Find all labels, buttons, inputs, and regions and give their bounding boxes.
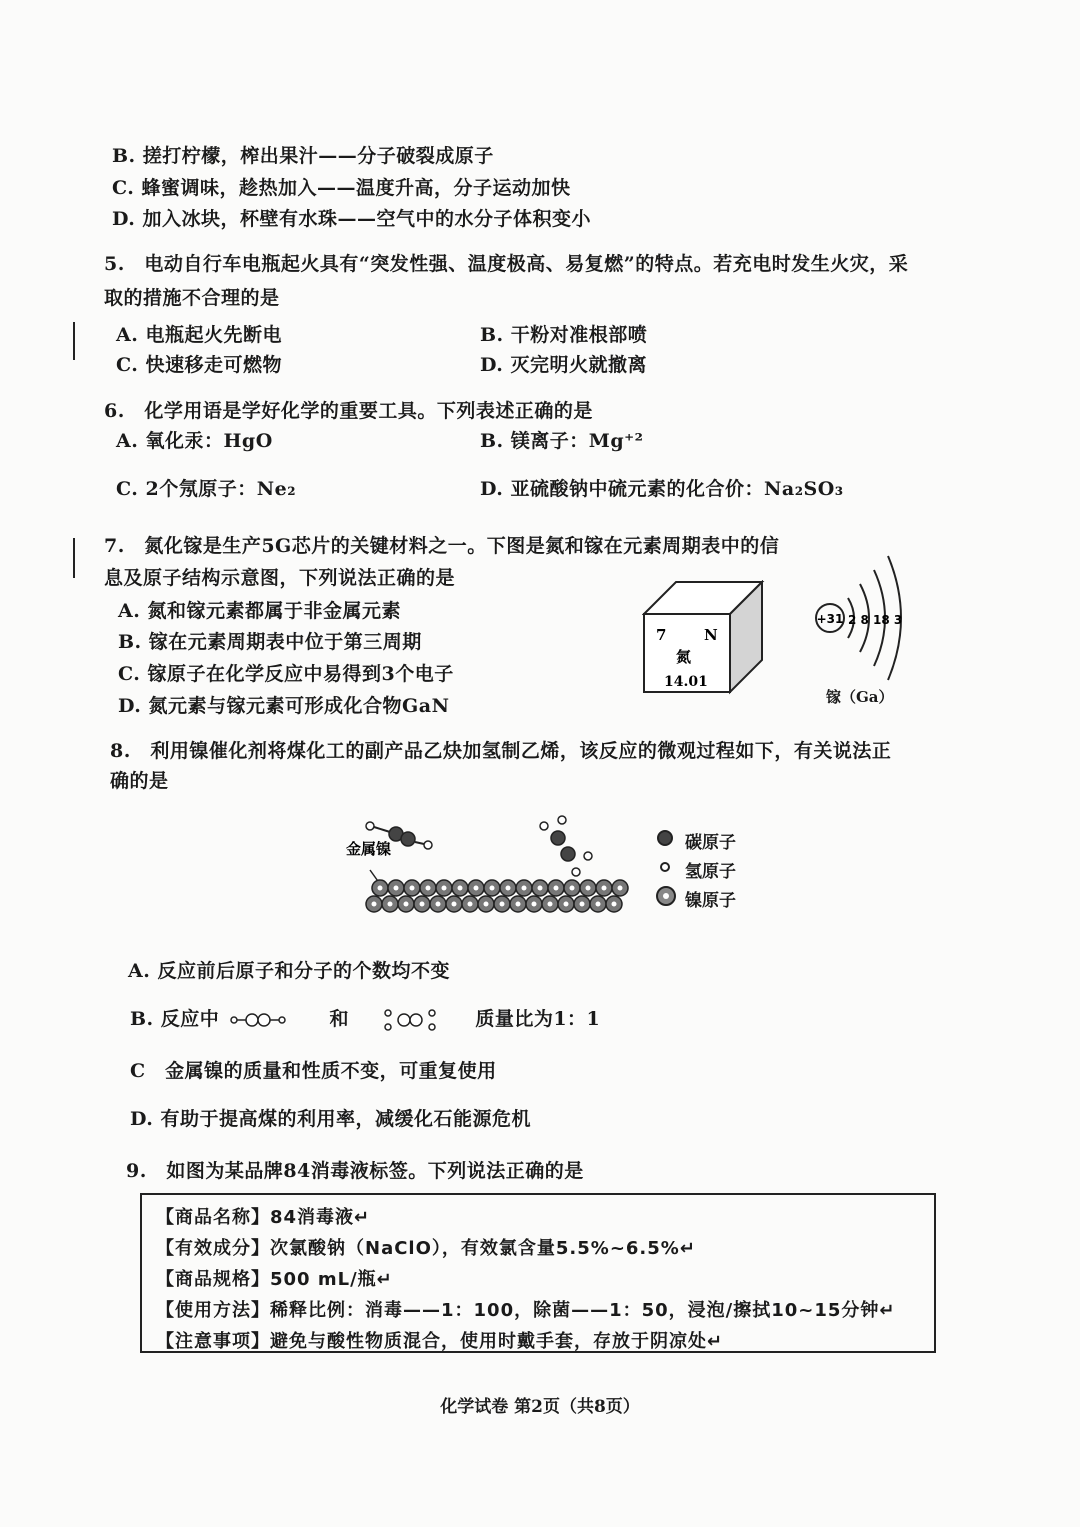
q6-option-d: D. 亚硫酸钠中硫元素的化合价：Na₂SO₃	[480, 478, 844, 500]
q6-option-b: B. 镁离子：Mg⁺²	[480, 430, 644, 452]
atom-legend	[655, 826, 736, 913]
q8-option-b-prefix: B. 反应中	[130, 1008, 220, 1030]
q7-option-b: B. 镓在元素周期表中位于第三周期	[118, 631, 422, 653]
q8-option-c: C 金属镍的质量和性质不变，可重复使用	[130, 1060, 497, 1082]
q5-option-a: A. 电瓶起火先断电	[116, 324, 282, 346]
q7-option-a: A. 氮和镓元素都属于非金属元素	[118, 600, 401, 622]
gallium-label: 镓（Ga）	[826, 688, 894, 706]
q5-option-d: D. 灭完明火就撤离	[480, 354, 648, 376]
q8-stem-line1: 8. 利用镍催化剂将煤化工的副产品乙炔加氢制乙烯，该反应的微观过程如下，有关说法正	[110, 740, 892, 762]
element-name: 氮	[676, 648, 692, 666]
element-symbol: N	[704, 626, 718, 644]
q5-option-c: C. 快速移走可燃物	[116, 354, 283, 376]
label-row: 【注意事项】避免与酸性物质混合，使用时戴手套，存放于阴凉处↵	[156, 1331, 724, 1352]
element-mass: 14.01	[664, 674, 708, 690]
margin-mark	[73, 322, 75, 360]
reaction-diagram	[340, 810, 640, 924]
q7-option-c: C. 镓原子在化学反应中易得到3个电子	[118, 663, 454, 685]
label-row: 【商品名称】84消毒液↵	[156, 1207, 371, 1228]
metal-label: 金属镍	[346, 840, 392, 858]
q8-option-b-and: 和	[329, 1008, 350, 1030]
q5-stem-line1: 5. 电动自行车电瓶起火具有“突发性强、温度极高、易复燃”的特点。若充电时发生火灾，采	[104, 253, 909, 275]
legend-nickel: 镍原子	[685, 891, 736, 911]
page-footer: 化学试卷 第2页（共8页）	[440, 1397, 640, 1417]
q5-stem-line2: 取的措施不合理的是	[104, 287, 280, 309]
margin-mark	[73, 538, 75, 578]
legend-carbon: 碳原子	[685, 833, 736, 853]
q7-stem-line1: 7. 氮化镓是生产5G芯片的关键材料之一。下图是氮和镓在元素周期表中的信	[104, 535, 780, 557]
q6-stem: 6. 化学用语是学好化学的重要工具。下列表述正确的是	[104, 400, 593, 422]
label-row: 【有效成分】次氯酸钠（NaClO），有效氯含量5.5%~6.5%↵	[156, 1238, 696, 1259]
ethylene-formula-icon	[382, 1008, 442, 1032]
q4-option-c: C. 蜂蜜调味，趁热加入——温度升高，分子运动加快	[112, 177, 571, 199]
atom-nucleus: +31	[816, 612, 844, 626]
nitrogen-element-cell	[642, 580, 766, 704]
q8-option-b	[130, 1008, 600, 1032]
element-number: 7	[656, 626, 667, 644]
nickel-surface	[366, 880, 628, 912]
q5-option-b: B. 干粉对准根部喷	[480, 324, 648, 346]
q8-stem-line2: 确的是	[110, 770, 169, 792]
q4-option-b: B. 搓打柠檬，榨出果汁——分子破裂成原子	[112, 145, 494, 167]
ethylene-molecule	[540, 816, 592, 876]
q4-option-d: D. 加入冰块，杯壁有水珠——空气中的水分子体积变小	[112, 208, 592, 230]
atom-shells: 2 8 18 3	[848, 613, 903, 627]
q7-option-d: D. 氮元素与镓元素可形成化合物GaN	[118, 695, 450, 717]
gallium-atom-diagram	[808, 548, 918, 688]
q7-stem-line2: 息及原子结构示意图，下列说法正确的是	[104, 567, 456, 589]
q8-option-d: D. 有助于提高煤的利用率，减缓化石能源危机	[130, 1108, 532, 1130]
q6-option-c: C. 2个氖原子：Ne₂	[116, 478, 297, 500]
legend-hydrogen: 氢原子	[685, 862, 736, 882]
q8-option-b-suffix: 质量比为1：1	[475, 1008, 601, 1030]
acetylene-formula-icon	[226, 1010, 296, 1030]
q9-stem: 9. 如图为某品牌84消毒液标签。下列说法正确的是	[126, 1160, 584, 1182]
disinfectant-label	[140, 1193, 936, 1353]
label-row: 【商品规格】500 mL/瓶↵	[156, 1269, 393, 1290]
q6-option-a: A. 氧化汞：HgO	[116, 430, 273, 452]
q8-option-a: A. 反应前后原子和分子的个数均不变	[128, 960, 450, 982]
label-row: 【使用方法】稀释比例：消毒——1：100，除菌——1：50，浸泡/擦拭10~15分钟↵	[156, 1300, 896, 1321]
